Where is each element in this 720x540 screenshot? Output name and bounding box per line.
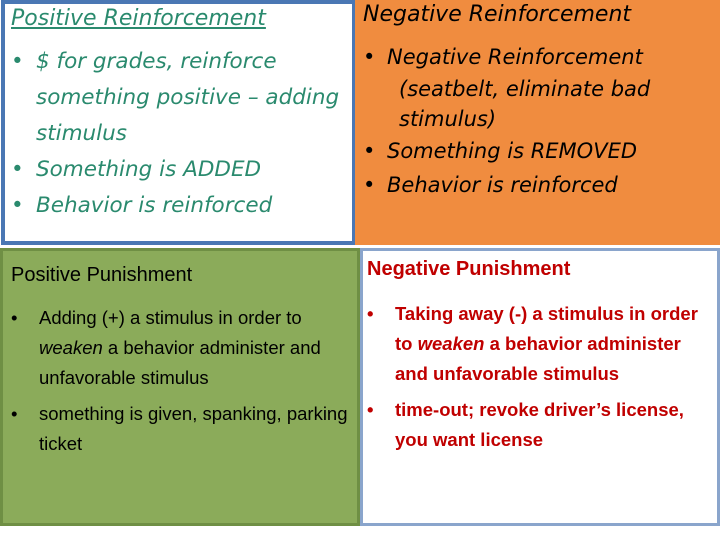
positive-reinforcement-title: Positive Reinforcement	[11, 6, 266, 31]
list-item: • Behavior is reinforced	[11, 188, 356, 224]
list-item: • Negative Reinforcement	[355, 40, 720, 74]
list-item: • something is given, spanking, parking ticket	[11, 399, 351, 459]
positive-reinforcement-list	[11, 44, 356, 224]
list-item: • Behavior is reinforced	[355, 168, 720, 202]
negative-punishment-panel	[360, 248, 720, 526]
negative-punishment-title: Negative Punishment	[367, 258, 571, 280]
list-item: • Adding (+) a stimulus in order to weaken a behavior administer and unfavorable stimulus	[11, 303, 351, 393]
list-item-sub: (seatbelt, eliminate bad stimulus)	[399, 77, 651, 131]
negative-reinforcement-list	[355, 40, 720, 202]
negative-punishment-list	[367, 299, 717, 461]
negative-reinforcement-title: Negative Reinforcement	[363, 2, 632, 27]
positive-punishment-panel	[0, 248, 360, 526]
positive-punishment-title: Positive Punishment	[11, 264, 193, 286]
negative-reinforcement-panel	[355, 0, 720, 245]
positive-reinforcement-panel	[1, 0, 356, 245]
list-item: • Something is REMOVED	[355, 134, 720, 168]
list-item: • time-out; revoke driver’s license, you want license	[367, 395, 717, 455]
positive-punishment-list	[11, 303, 351, 465]
list-item: • Something is ADDED	[11, 152, 356, 188]
list-item: • Taking away (-) a stimulus in order to weaken a behavior administer and unfavorable stimulus	[367, 299, 717, 389]
list-item: • $ for grades, reinforce something positive – adding stimulus	[11, 44, 356, 152]
